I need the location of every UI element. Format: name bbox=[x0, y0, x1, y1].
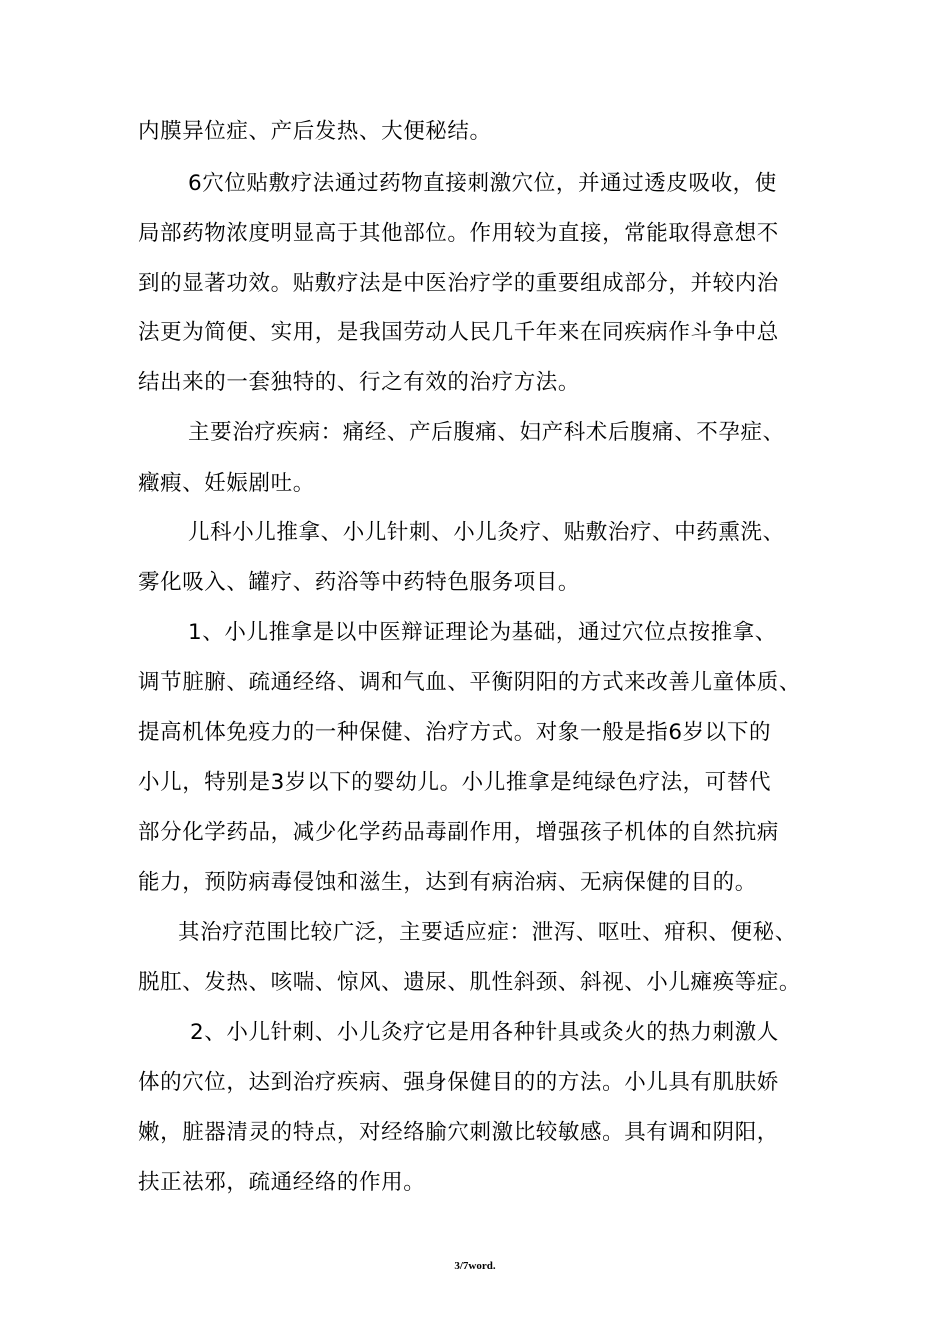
text-line: 体的穴位，达到治疗疾病、强身保健目的的方法。小儿具有肌肤娇 bbox=[138, 1070, 779, 1095]
text-line: 儿科小儿推拿、小儿针刺、小儿灸疗、贴敷治疗、中药熏洗、 bbox=[188, 520, 785, 545]
text-line: 其治疗范围比较广泛，主要适应症：泄泻、呕吐、疳积、便秘、 bbox=[178, 920, 797, 945]
text-line: 到的显著功效。贴敷疗法是中医治疗学的重要组成部分，并较内治 bbox=[138, 271, 779, 296]
text-line: 局部药物浓度明显高于其他部位。作用较为直接，常能取得意想不 bbox=[138, 221, 779, 246]
text-line: 部分化学药品，减少化学药品毒副作用，增强孩子机体的自然抗病 bbox=[138, 820, 779, 845]
text-line: 脱肛、发热、咳喘、惊风、遗尿、肌性斜颈、斜视、小儿瘫痪等症。 bbox=[138, 970, 802, 995]
text-line: 6穴位贴敷疗法通过药物直接刺激穴位，并通过透皮吸收，使 bbox=[188, 171, 777, 196]
text-line: 主要治疗疾病：痛经、产后腹痛、妇产科术后腹痛、不孕症、 bbox=[188, 420, 785, 445]
text-line: 1、小儿推拿是以中医辩证理论为基础，通过穴位点按推拿、 bbox=[188, 620, 777, 645]
text-line: 扶正祛邪，疏通经络的作用。 bbox=[138, 1170, 426, 1195]
text-line: 调节脏腑、疏通经络、调和气血、平衡阴阳的方式来改善儿童体质、 bbox=[138, 670, 802, 695]
text-line: 法更为简便、实用，是我国劳动人民几千年来在同疾病作斗争中总 bbox=[138, 320, 779, 345]
text-line: 提高机体免疫力的一种保健、治疗方式。对象一般是指6岁以下的 bbox=[138, 720, 772, 745]
text-line: 嫩，脏器清灵的特点，对经络腧穴刺激比较敏感。具有调和阴阳， bbox=[138, 1120, 779, 1145]
text-line: 内膜异位症、产后发热、大便秘结。 bbox=[138, 119, 492, 144]
text-line: 小儿，特别是3岁以下的婴幼儿。小儿推拿是纯绿色疗法，可替代 bbox=[138, 770, 772, 795]
text-line: 癥瘕、妊娠剧吐。 bbox=[138, 471, 315, 496]
text-line: 能力，预防病毒侵蚀和滋生，达到有病治病、无病保健的目的。 bbox=[138, 870, 757, 895]
text-line: 2、小儿针刺、小儿灸疗它是用各种针具或灸火的热力刺激人 bbox=[190, 1020, 779, 1045]
text-line: 雾化吸入、罐疗、药浴等中药特色服务项目。 bbox=[138, 570, 581, 595]
page-number: 3/7word. bbox=[454, 1260, 496, 1272]
text-line: 结出来的一套独特的、行之有效的治疗方法。 bbox=[138, 370, 581, 395]
